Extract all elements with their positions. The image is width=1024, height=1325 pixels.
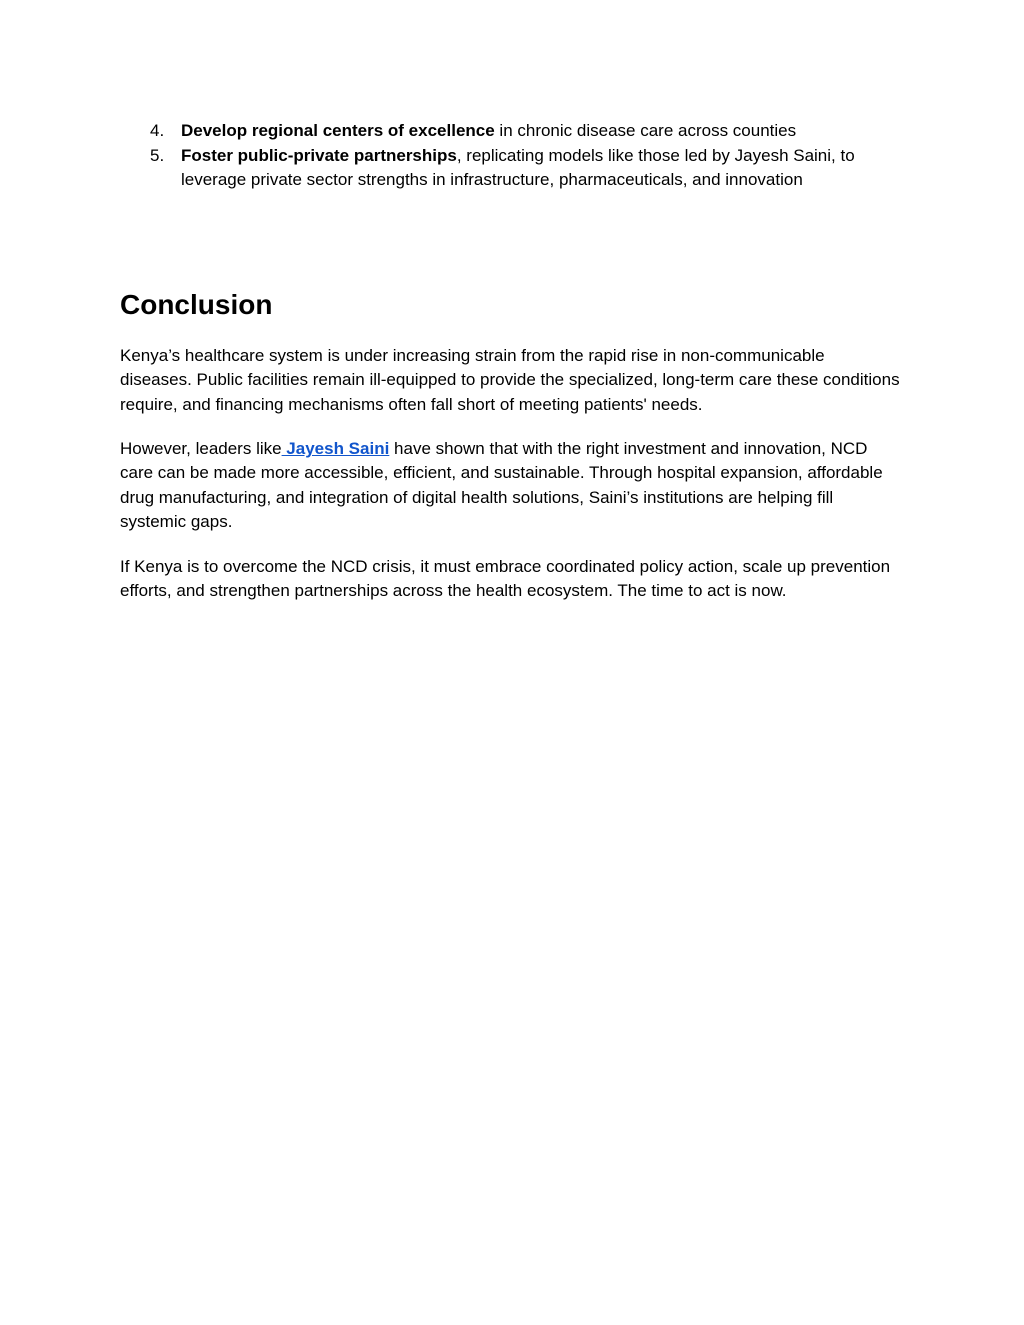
list-item-number: 5. (150, 145, 165, 165)
list-item-bold-text: Foster public-private partnerships (181, 145, 457, 165)
list-item (120, 119, 910, 144)
jayesh-saini-link[interactable]: Jayesh Saini (281, 439, 390, 458)
list-item-bold-text: Develop regional centers of excellence (181, 121, 495, 140)
conclusion-paragraph-2 (120, 437, 900, 534)
paragraph-text-before-link: However, leaders like (120, 439, 282, 458)
list-item-text: , replicating models like those led by Jayesh Saini, to leverage private sector strengths in infrastructure, pharmaceuticals, and innovation (181, 145, 855, 189)
recommendations-list (120, 119, 910, 193)
list-item-text: in chronic disease care across counties (494, 121, 797, 140)
list-item-number: 4. (150, 121, 165, 140)
paragraph-text-after-link: have shown that with the right investment and innovation, NCD care can be made more accessible, efficient, and sustainable. Through hospital expansion, affordable drug manufacturing, and integration of digital health solutions, Saini’s institutions are helping fill systemic gaps. (120, 439, 883, 531)
conclusion-paragraph-1: Kenya’s healthcare system is under increasing strain from the rapid rise in non-communicable diseases. Public facilities remain ill-equipped to provide the specialized, long-term care these conditions require, and financing mechanisms often fall short of meeting patients' needs. (120, 346, 900, 414)
conclusion-paragraph-3: If Kenya is to overcome the NCD crisis, it must embrace coordinated policy action, scale up prevention efforts, and strengthen partnerships across the health ecosystem. The time to act is now. (120, 557, 891, 601)
conclusion-heading: Conclusion (120, 289, 273, 320)
list-item (120, 144, 910, 193)
